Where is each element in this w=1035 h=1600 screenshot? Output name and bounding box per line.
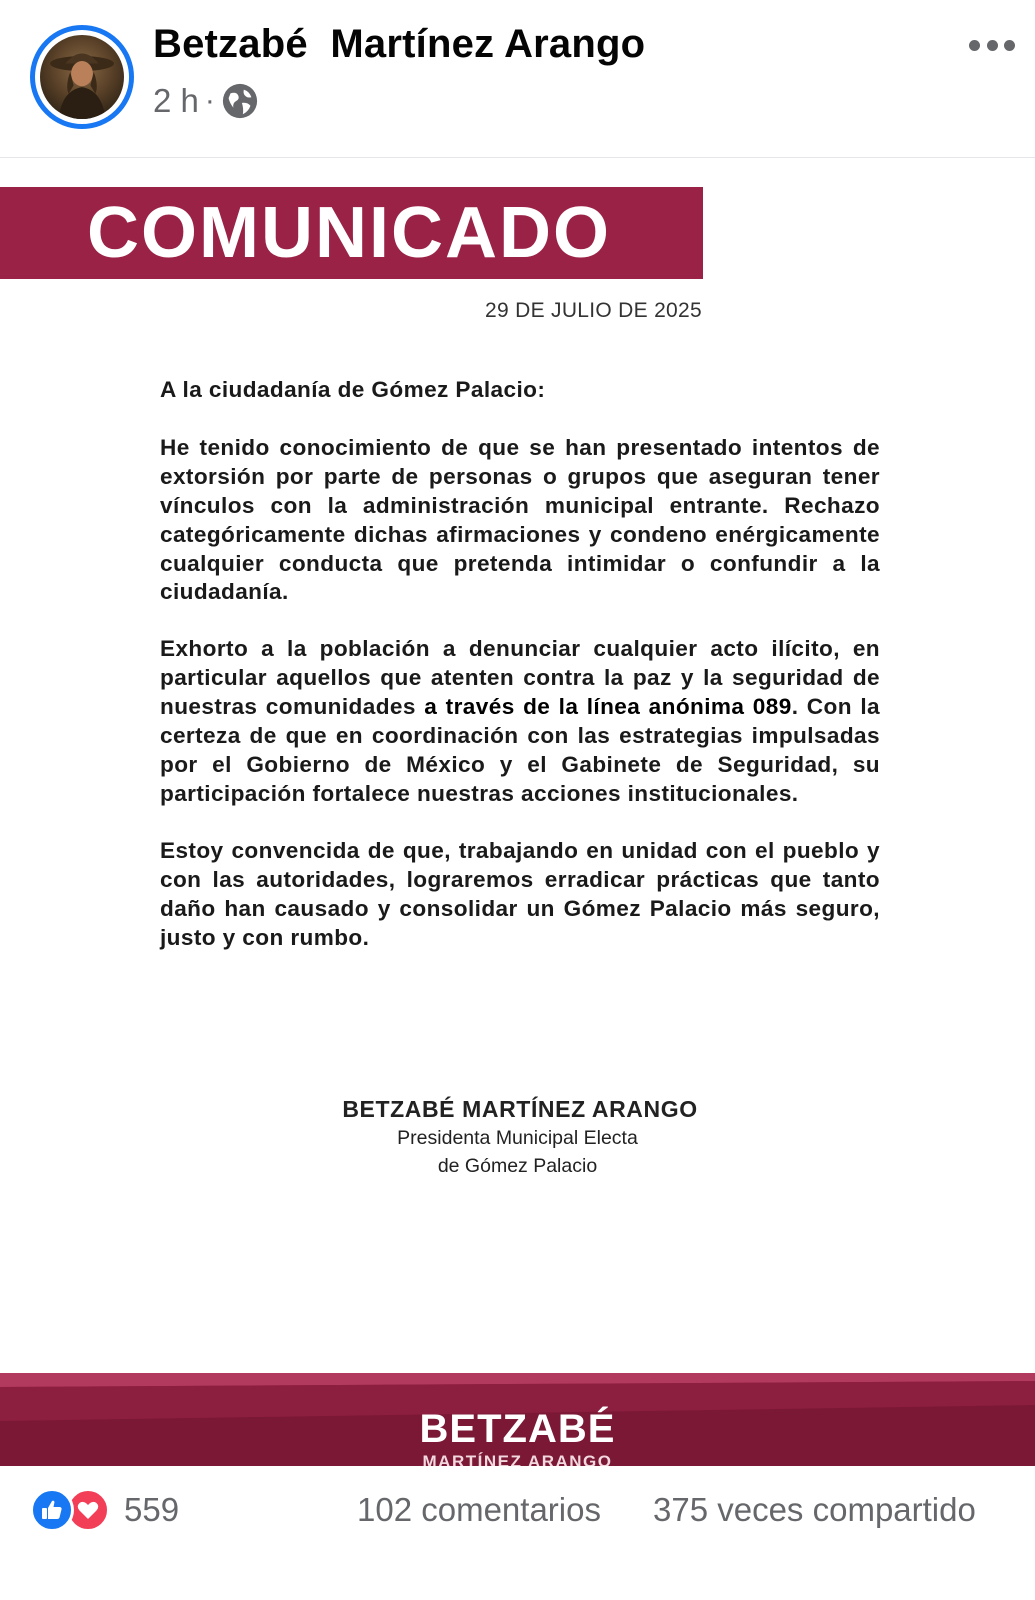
document-date: 29 DE JULIO DE 2025 xyxy=(485,299,702,322)
hotline-highlight: a través de la línea anónima 089 xyxy=(424,694,792,720)
avatar-photo xyxy=(40,35,124,119)
document-paragraph-3: Estoy convencida de que, trabajando en unidad con el pueblo y con las autoridades, lograremos erradicar prácticas que tanto daño han causado y consolidar un Gómez Palacio más seguro, justo y con rumbo. xyxy=(160,837,880,950)
document-greeting: A la ciudadanía de Gómez Palacio: xyxy=(160,377,546,402)
document-paragraph-1: He tenido conocimiento de que se han presentado intentos de extorsión por parte de personas o grupos que aseguran tener vínculos con la administración municipal entrante. Rechazo categóricamente dichas afirmaciones y condeno enérgicamente cualquier conducta que pretenda intimidar o confundir a la ciudadanía. xyxy=(160,434,880,605)
signature-block xyxy=(0,1096,1035,1179)
shares-count[interactable]: 375 veces compartido xyxy=(653,1491,976,1528)
meta-separator: · xyxy=(204,84,215,117)
comments-count[interactable]: 102 comentarios xyxy=(357,1491,601,1528)
post-image[interactable] xyxy=(0,158,1035,1466)
post-header xyxy=(0,0,1035,158)
post-timestamp[interactable]: 2 h xyxy=(153,82,199,119)
banner-title: COMUNICADO xyxy=(87,193,611,273)
paragraph-2-text-b: . Con la certeza de que en coordinación con las estrategias impulsadas por el Gobierno de México y el Gabinete de Seguridad, su participación fortalece nuestras acciones institucionales. xyxy=(160,694,880,806)
signature-name: BETZABÉ MARTÍNEZ ARANGO xyxy=(342,1096,698,1122)
signature-role-line-1: Presidenta Municipal Electa xyxy=(397,1127,638,1149)
more-options-button[interactable] xyxy=(969,30,1015,60)
author-avatar[interactable] xyxy=(30,25,134,129)
more-dot xyxy=(987,40,998,51)
document-paragraph-2 xyxy=(160,635,880,808)
author-name[interactable]: Betzabé Martínez Arango xyxy=(153,22,646,66)
document-body xyxy=(160,376,880,980)
reaction-icons[interactable] xyxy=(30,1488,116,1532)
paragraph-2-text-a: Exhorto a la población a denunciar cualquier acto ilícito, en particular aquellos que atenten contra la paz y la seguridad de nuestras comunidades xyxy=(160,636,880,720)
globe-icon xyxy=(221,82,259,120)
more-dot xyxy=(1004,40,1015,51)
footer-logo-surname: MARTÍNEZ ARANGO xyxy=(422,1452,613,1466)
reactions-bar xyxy=(0,1466,1035,1600)
like-icon xyxy=(30,1488,74,1532)
reaction-count[interactable]: 559 xyxy=(124,1491,180,1528)
footer-logo-name: BETZABÉ xyxy=(419,1407,616,1451)
avatar-silhouette xyxy=(40,35,124,119)
more-horizontal-icon xyxy=(969,40,980,51)
footer-band xyxy=(0,1373,1035,1466)
post-meta xyxy=(153,80,259,122)
signature-role-line-2: de Gómez Palacio xyxy=(437,1155,598,1177)
comunicado-banner xyxy=(0,187,703,279)
